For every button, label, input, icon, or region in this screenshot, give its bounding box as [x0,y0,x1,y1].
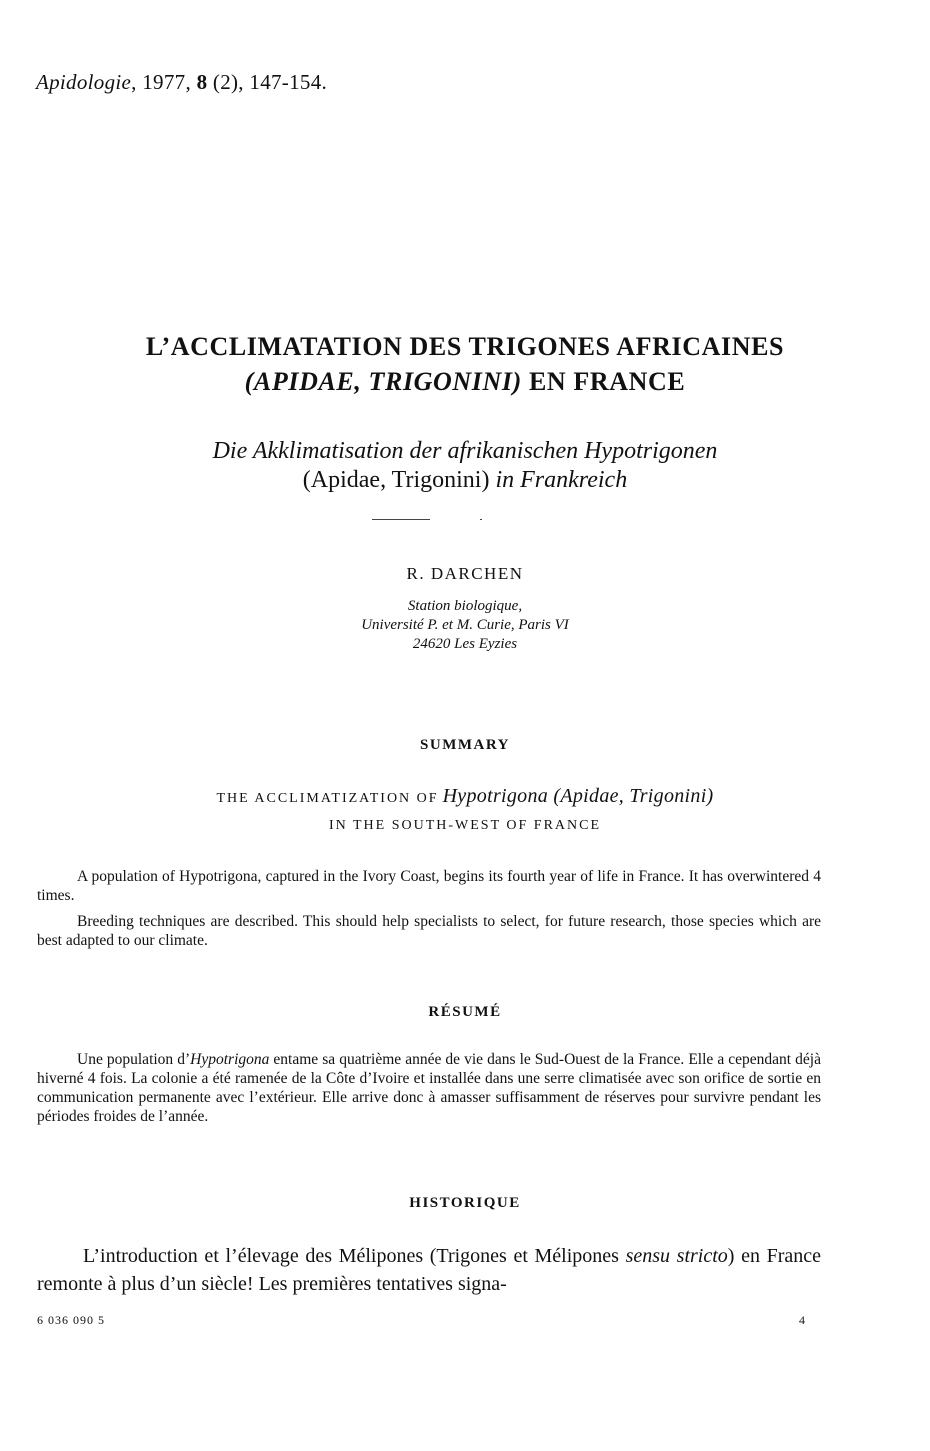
title-divider-dot [480,519,482,520]
footer-page-marker: 4 [799,1313,806,1327]
subtitle-line-2-plain: (Apidae, Trigonini) [302,467,496,493]
affiliation-line-2: Université P. et M. Curie, Paris VI [361,617,569,633]
subtitle-line-2-italic: in Frankreich [495,467,628,493]
resume-heading: RÉSUMÉ [428,1004,502,1020]
resume-taxon: Hypotrigona [190,1051,270,1068]
title-line-2 [0,364,930,399]
journal-volume: 8 [196,70,208,94]
summary-title [0,785,930,808]
historique-heading: HISTORIQUE [409,1195,521,1211]
journal-citation [36,70,327,95]
footer-code: 6 036 090 5 [37,1313,105,1327]
historique-italic: sensu stricto [625,1245,728,1267]
title-line-2-rest: EN FRANCE [521,367,686,396]
journal-issue-pages: (2), 147-154. [207,70,328,94]
author-affiliation [0,597,930,654]
title-line-1: L’ACCLIMATATION DES TRIGONES AFRICAINES [145,332,785,361]
author-name: R. DARCHEN [406,564,524,583]
title-taxon: (APIDAE, TRIGONINI) [244,367,522,396]
subtitle-line-1: Die Akklimatisation der afrikanischen Hypotrigonen [212,438,718,464]
journal-year: , 1977, [131,70,197,94]
resume-paragraph: Une population d’Hypotrigona entame sa quatrième année de vie dans le Sud-Ouest de la France. Elle a cependant déjà hiverné 4 fois. La colonie a été ramenée de la Côte d’Ivoire et installée dans une serre climatisée avec son orifice de sortie en communication permanente avec l’extérieur. Elle arrive donc à amasser suffisamment de réserves pour survivre pendant les périodes froides de l’année. [37,1051,821,1125]
summary-title-caps-1: THE ACCLIMATIZATION OF [216,791,439,806]
paper-title [0,329,930,399]
affiliation-line-1: Station biologique, [407,598,523,614]
summary-title-line-2: IN THE SOUTH-WEST OF FRANCE [328,818,602,833]
paper-subtitle [0,437,930,495]
summary-paragraph-2: Breeding techniques are described. This should help specialists to select, for future research, those species which are best adapted to our climate. [37,913,821,949]
subtitle-line-2 [0,466,930,495]
affiliation-line-3: 24620 Les Eyzies [412,636,518,652]
summary-heading: SUMMARY [420,737,510,753]
summary-paragraph-1: A population of Hypotrigona, captured in the Ivory Coast, begins its fourth year of life in France. It has overwintered 4 times. [37,868,821,904]
title-divider [372,519,430,520]
summary-title-taxon: Hypotrigona (Apidae, Trigonini) [442,785,714,807]
journal-name: Apidologie [36,70,132,94]
historique-paragraph: L’introduction et l’élevage des Mélipones (Trigones et Mélipones sensu stricto) en France remonte à plus d’un siècle! Les premières tentatives signa- [37,1245,822,1295]
